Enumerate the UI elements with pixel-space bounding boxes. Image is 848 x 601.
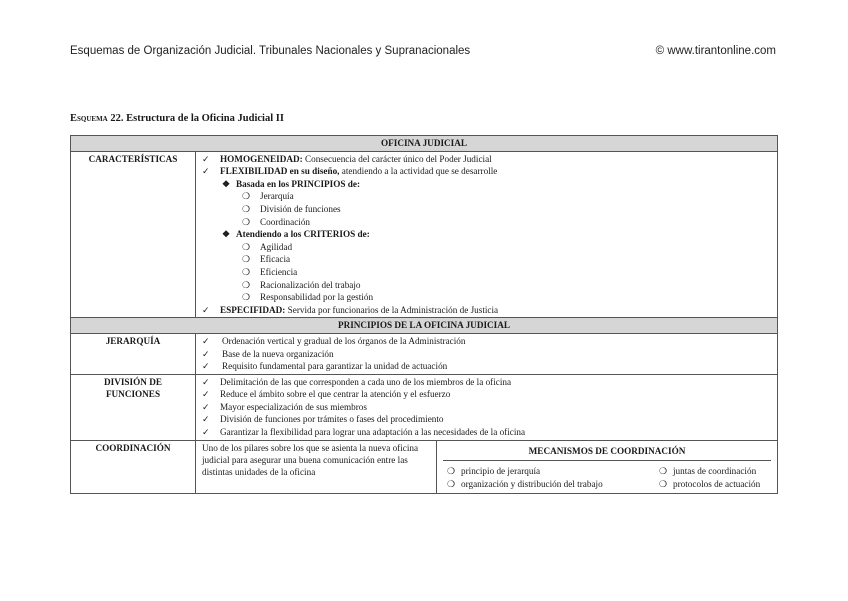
check-icon: ✓: [202, 335, 210, 346]
label-caracteristicas: CARACTERÍSTICAS: [71, 151, 196, 318]
section-row-oficina: [71, 136, 778, 152]
mecanismo-item: [659, 465, 767, 478]
circle-bullet-icon: ❍: [242, 279, 251, 290]
list-item: ✓ HOMOGENEIDAD: Consecuencia del carácter único del Poder Judicial: [202, 153, 492, 164]
row-division: [71, 374, 778, 440]
circle-bullet-icon: ❍: [242, 241, 251, 252]
list-item: [202, 335, 771, 348]
check-icon: ✓: [202, 376, 210, 387]
list-item: [202, 388, 771, 401]
circle-bullet-icon: ❍: [659, 466, 668, 477]
list-item: [202, 253, 771, 266]
principios-list: [202, 190, 771, 228]
list-item: [202, 203, 771, 216]
mecanismos-title: MECANISMOS DE COORDINACIÓN: [443, 442, 771, 462]
list-item: [202, 376, 771, 389]
content-division-funciones: [196, 374, 778, 440]
check-icon: ✓: [202, 389, 210, 400]
row-jerarquia: [71, 333, 778, 374]
mecanismo-text: juntas de coordinación: [673, 466, 757, 477]
section-row-principios: [71, 318, 778, 334]
check-icon: ✓: [202, 348, 210, 359]
circle-bullet-icon: ❍: [447, 478, 456, 489]
coordinacion-description: Uno de los pilares sobre los que se asienta la nueva oficina judicial para asegurar una buena comunicación entre las distintas unidades de la oficina: [196, 440, 437, 494]
check-icon: ✓: [202, 153, 210, 164]
circle-bullet-icon: ❍: [242, 292, 251, 303]
list-item-text: Responsabilidad por la gestión: [260, 292, 374, 303]
check-icon: ✓: [202, 361, 210, 372]
check-icon: ✓: [202, 304, 210, 315]
figure-caption: [70, 113, 284, 124]
list-item: [202, 190, 771, 203]
running-header-title: Esquemas de Organización Judicial. Tribunales Nacionales y Supranacionales: [70, 45, 471, 57]
list-item-text: Coordinación: [260, 216, 311, 227]
content-caracteristicas: [196, 151, 778, 318]
list-item-text: Reduce el ámbito sobre el que centrar la atención y el esfuerzo: [220, 389, 451, 400]
circle-bullet-icon: ❍: [242, 203, 251, 214]
diamond-bullet-icon: ❖: [222, 229, 231, 240]
diamond-bullet-icon: ❖: [222, 178, 231, 189]
section-heading-principios: PRINCIPIOS DE LA OFICINA JUDICIAL: [71, 318, 778, 334]
mecanismos-list: [443, 461, 771, 492]
list-item: [202, 426, 771, 439]
criterios-list: [202, 241, 771, 304]
list-item-text: Mayor especialización de sus miembros: [220, 401, 367, 412]
sub-heading-criterios: ❖ Atendiendo a los CRITERIOS de:: [222, 229, 370, 240]
circle-bullet-icon: ❍: [242, 216, 251, 227]
list-item-text: Delimitación de las que corresponden a cada uno de los miembros de la oficina: [220, 376, 512, 387]
content-jerarquia: [196, 333, 778, 374]
mecanismo-text: principio de jerarquía: [461, 466, 541, 477]
list-item-text: División de funciones: [260, 203, 341, 214]
check-icon: ✓: [202, 401, 210, 412]
label-coordinacion: COORDINACIÓN: [71, 440, 196, 494]
list-item-text: Jerarquía: [260, 191, 294, 202]
list-item-text: Agilidad: [260, 241, 293, 252]
section-heading-oficina: OFICINA JUDICIAL: [71, 136, 778, 152]
list-item-text: Eficacia: [260, 254, 291, 265]
sub-heading-principios: ❖ Basada en los PRINCIPIOS de:: [222, 178, 361, 189]
list-item: [202, 241, 771, 254]
list-item-text: Garantizar la flexibilidad para lograr una adaptación a las necesidades de la oficina: [220, 427, 526, 438]
label-jerarquia: JERARQUÍA: [71, 333, 196, 374]
list-item-text: Racionalización del trabajo: [260, 279, 361, 290]
list-item-text: Eficiencia: [260, 266, 298, 277]
list-item-text: Base de la nueva organización: [222, 348, 334, 359]
mecanismos-cell: [437, 440, 778, 494]
circle-bullet-icon: ❍: [242, 191, 251, 202]
circle-bullet-icon: ❍: [242, 266, 251, 277]
check-icon: ✓: [202, 414, 210, 425]
mecanismo-text: protocolos de actuación: [673, 478, 761, 489]
mecanismo-item: [659, 478, 767, 491]
list-item-text: Ordenación vertical y gradual de los órganos de la Administración: [222, 335, 466, 346]
caption-title: 22. Estructura de la Oficina Judicial II: [110, 113, 284, 124]
list-item: ✓ FLEXIBILIDAD en su diseño, atendiendo a la actividad que se desarrolle: [202, 166, 498, 177]
list-item: [202, 401, 771, 414]
list-item: [202, 360, 771, 373]
list-item: [202, 348, 771, 361]
label-division-funciones: DIVISIÓN DE FUNCIONES: [71, 374, 196, 440]
row-caracteristicas: [71, 151, 778, 318]
list-item: [202, 216, 771, 229]
list-item-text: Requisito fundamental para garantizar la unidad de actuación: [222, 361, 448, 372]
circle-bullet-icon: ❍: [447, 466, 456, 477]
schema-table: [70, 135, 778, 494]
mecanismo-item: [447, 478, 659, 491]
check-icon: ✓: [202, 427, 210, 438]
row-coordinacion: [71, 440, 778, 494]
mecanismo-text: organización y distribución del trabajo: [461, 478, 603, 489]
list-item: [202, 413, 771, 426]
caption-prefix: Esquema: [70, 113, 108, 124]
check-icon: ✓: [202, 166, 210, 177]
circle-bullet-icon: ❍: [659, 478, 668, 489]
running-header-website: © www.tirantonline.com: [655, 45, 776, 57]
mecanismo-item: [447, 465, 659, 478]
list-item: [202, 279, 771, 292]
list-item-text: División de funciones por trámites o fases del procedimiento: [220, 414, 444, 425]
list-item: ✓ ESPECIFIDAD: Servida por funcionarios de la Administración de Justicia: [202, 304, 499, 315]
list-item: [202, 266, 771, 279]
circle-bullet-icon: ❍: [242, 254, 251, 265]
list-item: [202, 291, 771, 304]
